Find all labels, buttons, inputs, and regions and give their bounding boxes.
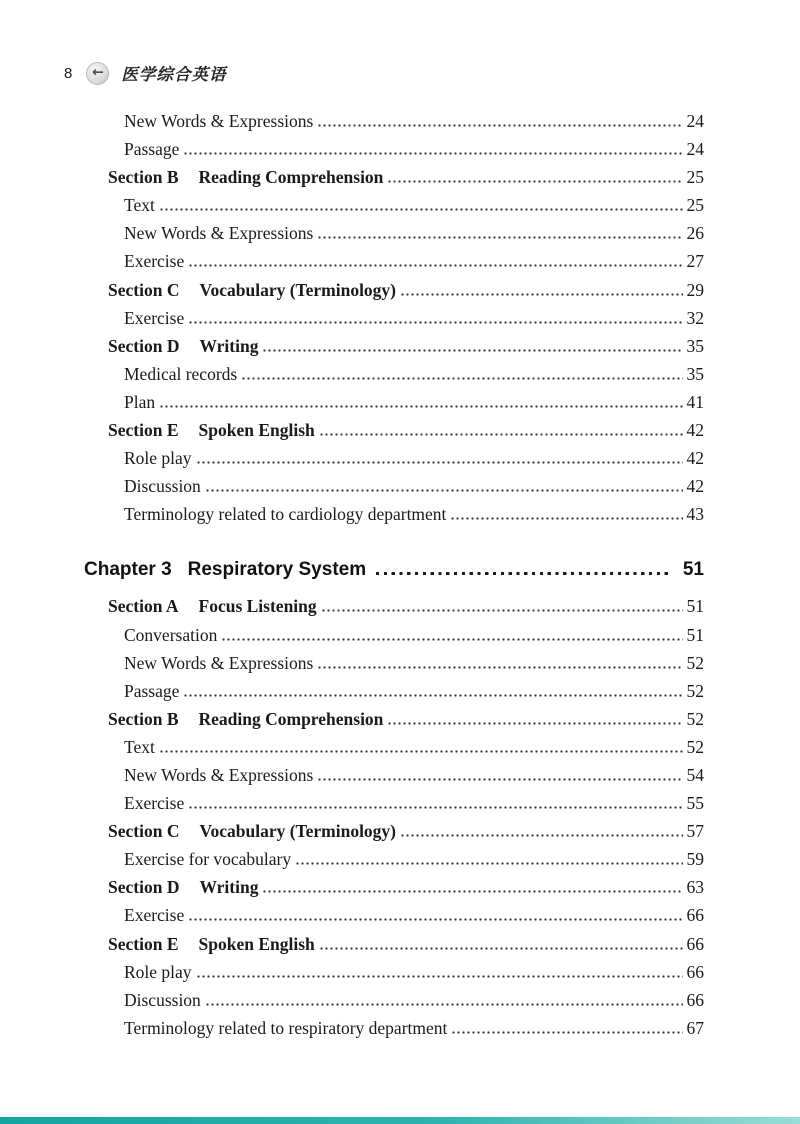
toc-entry-label <box>108 332 258 360</box>
dotted-leader <box>295 862 683 865</box>
toc-page-number: 42 <box>686 420 704 441</box>
toc-entry-label <box>108 163 383 191</box>
toc-entry-label <box>108 276 396 304</box>
toc-page-number: 51 <box>686 596 704 617</box>
dotted-leader <box>183 694 683 697</box>
toc-entry-label: New Words & Expressions <box>124 223 314 244</box>
toc-section-prefix: Section E <box>108 420 179 441</box>
toc-page-number: 52 <box>686 652 704 673</box>
dotted-leader <box>317 124 683 127</box>
toc-section-prefix: Section E <box>108 933 179 954</box>
chapter-number: Chapter 3 <box>84 559 172 581</box>
toc-page-number: 42 <box>686 476 704 497</box>
dotted-leader <box>319 947 683 950</box>
toc-entry-label <box>108 817 396 845</box>
toc-entry-label: Role play <box>124 448 192 469</box>
toc-page-number: 63 <box>686 877 704 898</box>
toc-page-number: 57 <box>686 821 704 842</box>
toc-entry-label: Exercise for vocabulary <box>124 849 292 870</box>
toc-section-title: Spoken English <box>198 420 315 441</box>
toc-section-row <box>84 817 704 845</box>
toc-item-row <box>84 360 704 388</box>
toc-section-row <box>84 873 704 901</box>
footer-accent-bar <box>0 1117 800 1124</box>
dotted-leader <box>317 236 683 239</box>
toc-item-row <box>84 107 704 135</box>
toc-entry-label: Terminology related to respiratory department <box>124 1017 448 1038</box>
toc-page-number: 25 <box>686 167 704 188</box>
toc-item-row <box>84 958 704 986</box>
toc-item-row <box>84 247 704 275</box>
toc-section-row <box>84 592 704 620</box>
toc-page-number: 54 <box>686 764 704 785</box>
dotted-leader <box>196 975 683 978</box>
toc-page-number: 52 <box>686 736 704 757</box>
toc-page-number: 32 <box>686 307 704 328</box>
dotted-leader <box>159 208 683 211</box>
toc-section-prefix: Section C <box>108 821 180 842</box>
toc-entry-label: Exercise <box>124 307 185 328</box>
dotted-leader <box>400 293 683 296</box>
toc-entry-label: Plan <box>124 391 156 412</box>
toc-section-title: Reading Comprehension <box>198 708 384 729</box>
toc-section-title: Writing <box>199 335 259 356</box>
toc-page-number: 52 <box>686 708 704 729</box>
toc-page-number: 51 <box>686 624 704 645</box>
toc-section-prefix: Section B <box>108 708 179 729</box>
toc-entries-before-chapter <box>84 107 704 528</box>
toc-entry-label: New Words & Expressions <box>124 764 314 785</box>
toc-section-title: Vocabulary (Terminology) <box>199 821 397 842</box>
toc-entry-label <box>108 705 383 733</box>
toc-entry-label: New Words & Expressions <box>124 111 314 131</box>
back-arrow-icon <box>86 62 109 85</box>
dotted-leader <box>400 834 683 837</box>
toc-section-prefix: Section D <box>108 335 180 356</box>
toc-entry-label: Terminology related to cardiology department <box>124 504 447 525</box>
toc-entry-label: Exercise <box>124 793 185 814</box>
dotted-leader <box>188 321 683 324</box>
toc-section-title: Focus Listening <box>198 596 317 617</box>
toc-item-row <box>84 191 704 219</box>
toc-section-row <box>84 705 704 733</box>
dotted-leader <box>451 1031 683 1034</box>
page-number: 8 <box>64 64 73 82</box>
toc-page-number: 59 <box>686 849 704 870</box>
book-title: 医学综合英语 <box>121 65 227 84</box>
toc-section-title: Spoken English <box>198 933 315 954</box>
toc-item-row <box>84 761 704 789</box>
toc-section-title: Reading Comprehension <box>198 167 384 188</box>
toc-entry-label: Text <box>124 195 155 216</box>
toc-item-row <box>84 219 704 247</box>
toc-entry-label: Medical records <box>124 363 238 384</box>
dotted-leader <box>319 433 683 436</box>
toc-page-number: 66 <box>686 933 704 954</box>
toc-entries-after-chapter <box>84 592 704 1042</box>
dotted-leader <box>188 264 683 267</box>
dotted-leader <box>221 638 683 641</box>
toc-item-row <box>84 472 704 500</box>
toc-page-number: 26 <box>686 223 704 244</box>
dotted-leader <box>262 890 683 893</box>
toc-item-row <box>84 901 704 929</box>
toc-item-row <box>84 1014 704 1042</box>
toc-entry-label: Text <box>124 736 155 757</box>
chapter-page-number: 51 <box>682 559 704 581</box>
toc-page-number: 41 <box>686 391 704 412</box>
toc-item-row <box>84 677 704 705</box>
toc-entry-label <box>108 592 317 620</box>
dotted-leader <box>317 666 683 669</box>
toc-entry-label: New Words & Expressions <box>124 652 314 673</box>
dotted-leader <box>183 152 683 155</box>
toc-item-row <box>84 621 704 649</box>
dotted-leader <box>241 377 683 380</box>
table-of-contents <box>84 107 704 1042</box>
dotted-leader <box>159 750 683 753</box>
dotted-leader <box>159 405 683 408</box>
toc-page-number: 66 <box>686 961 704 982</box>
toc-section-prefix: Section B <box>108 167 179 188</box>
toc-item-row <box>84 789 704 817</box>
dotted-leader <box>317 778 683 781</box>
toc-page-number: 42 <box>686 448 704 469</box>
dotted-leader <box>196 461 683 464</box>
toc-item-row <box>84 388 704 416</box>
toc-entry-label <box>108 873 258 901</box>
toc-page-number: 27 <box>686 251 704 272</box>
toc-item-row <box>84 500 704 528</box>
toc-entry-label <box>108 930 315 958</box>
toc-page-number: 24 <box>686 111 704 131</box>
toc-entry-label: Exercise <box>124 905 185 926</box>
toc-page-number: 35 <box>686 335 704 356</box>
dotted-leader <box>205 1003 683 1006</box>
dotted-leader <box>387 722 683 725</box>
dotted-leader <box>188 918 683 921</box>
toc-page-number: 52 <box>686 680 704 701</box>
toc-entry-label: Discussion <box>124 476 201 497</box>
toc-item-row <box>84 733 704 761</box>
toc-section-prefix: Section D <box>108 877 180 898</box>
toc-page-number: 24 <box>686 139 704 160</box>
toc-section-row <box>84 930 704 958</box>
toc-page-number: 66 <box>686 989 704 1010</box>
toc-section-title: Vocabulary (Terminology) <box>199 279 397 300</box>
toc-item-row <box>84 986 704 1014</box>
toc-entry-label <box>108 416 315 444</box>
dotted-leader <box>450 517 683 520</box>
toc-item-row <box>84 304 704 332</box>
dotted-leader <box>188 806 683 809</box>
toc-entry-label: Role play <box>124 961 192 982</box>
toc-section-row <box>84 276 704 304</box>
toc-section-row <box>84 163 704 191</box>
toc-entry-label: Exercise <box>124 251 185 272</box>
toc-page-number: 55 <box>686 793 704 814</box>
toc-page-number: 43 <box>686 504 704 525</box>
toc-item-row <box>84 845 704 873</box>
toc-section-row <box>84 416 704 444</box>
toc-page-number: 25 <box>686 195 704 216</box>
toc-item-row <box>84 649 704 677</box>
dotted-leader <box>321 609 683 612</box>
toc-section-row <box>84 332 704 360</box>
chapter-dotted-leader <box>376 572 669 576</box>
toc-page-number: 67 <box>686 1017 704 1038</box>
dotted-leader <box>387 180 683 183</box>
toc-page-number: 35 <box>686 363 704 384</box>
toc-entry-label: Conversation <box>124 624 218 645</box>
dotted-leader <box>262 349 683 352</box>
back-arrow-glyph: ← <box>91 64 104 81</box>
chapter-title: Respiratory System <box>187 559 367 581</box>
page-header <box>64 60 226 86</box>
toc-entry-label: Passage <box>124 680 180 701</box>
toc-section-prefix: Section A <box>108 596 179 617</box>
toc-section-prefix: Section C <box>108 279 180 300</box>
toc-section-title: Writing <box>199 877 259 898</box>
chapter-heading-row <box>84 554 704 586</box>
toc-page-number: 29 <box>686 279 704 300</box>
toc-page-number: 66 <box>686 905 704 926</box>
toc-entry-label: Passage <box>124 139 180 160</box>
toc-item-row <box>84 135 704 163</box>
dotted-leader <box>205 489 683 492</box>
toc-item-row <box>84 444 704 472</box>
toc-entry-label: Discussion <box>124 989 201 1010</box>
